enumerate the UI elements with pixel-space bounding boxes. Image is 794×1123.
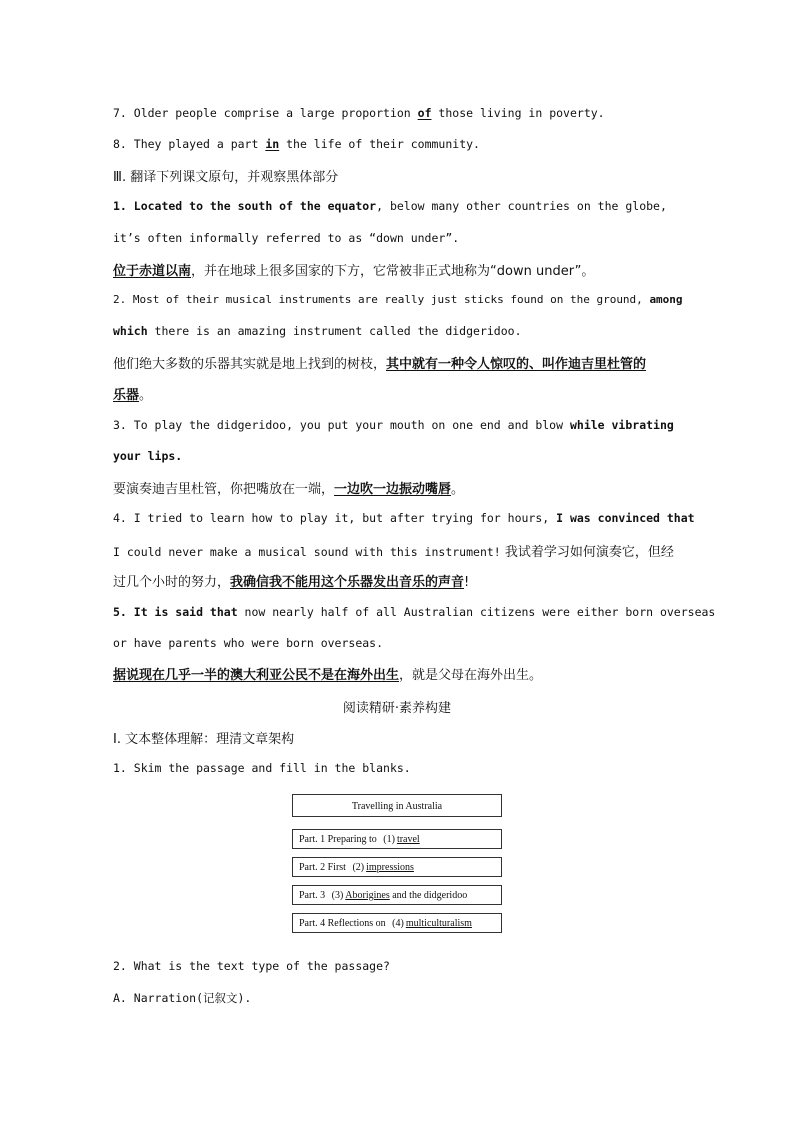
reading-subheading-1: Ⅰ. 文本整体理解：理清文章架构 bbox=[113, 732, 295, 747]
part-2-number: (2) bbox=[352, 862, 365, 873]
sentence-5-bold: 5. It is said that bbox=[113, 605, 238, 619]
sentence-2-translation-end: 。 bbox=[139, 388, 153, 403]
sentence-5-translation bbox=[113, 664, 683, 683]
sentence-1-translation-rest: ，并在地球上很多国家的下方，它常被非正式地称为“down under”。 bbox=[191, 264, 595, 279]
sentence-1-bold: 1. Located to the south of the equator bbox=[113, 199, 377, 213]
sentence-2-translation-line-1 bbox=[113, 353, 683, 372]
sentence-3-bold: while vibrating bbox=[569, 418, 674, 432]
sentence-2-translation-text: 他们绝大多数的乐器其实就是地上找到的树枝， bbox=[113, 357, 387, 372]
answer-2: A. Narration(记叙文). bbox=[113, 991, 252, 1005]
item-8 bbox=[113, 137, 683, 151]
sentence-4-bold: I was convinced that bbox=[556, 511, 695, 525]
sentence-4-translation-text: 过几个小时的努力， bbox=[113, 575, 231, 590]
question-2: 2. What is the text type of the passage? bbox=[113, 959, 390, 973]
sentence-5-line-2: or have parents who were born overseas. bbox=[113, 636, 384, 650]
sentence-4-text: 4. I tried to learn how to play it, but after trying for hours, bbox=[113, 511, 557, 525]
diagram-part-1 bbox=[292, 829, 502, 849]
part-4-answer: multiculturalism bbox=[405, 918, 472, 929]
sentence-2-translation-bold-2: 乐器 bbox=[113, 388, 140, 403]
sentence-1-rest: , below many other countries on the globe, bbox=[376, 199, 667, 213]
part-1-number: (1) bbox=[383, 834, 395, 845]
item-8-text: 8. They played a part bbox=[113, 137, 266, 151]
sentence-2-line-2 bbox=[113, 324, 683, 338]
sentence-3-line-1 bbox=[113, 418, 683, 432]
item-7-text: 7. Older people comprise a large proportion bbox=[113, 106, 418, 120]
sentence-3-translation-text: 要演奏迪吉里杜管，你把嘴放在一端， bbox=[113, 482, 335, 497]
sentence-4-text-2: I could never make a musical sound with this instrument! bbox=[113, 545, 501, 559]
sentence-5-translation-bold: 据说现在几乎一半的澳大利亚公民不是在海外出生 bbox=[113, 668, 400, 683]
sentence-1-line-2: it’s often informally referred to as “down under”. bbox=[113, 231, 460, 245]
item-7 bbox=[113, 106, 683, 120]
sentence-4-translation-line bbox=[113, 571, 683, 590]
item-8-text-end: the life of their community. bbox=[279, 137, 480, 151]
diagram-part-2 bbox=[292, 857, 502, 877]
question-1: 1. Skim the passage and fill in the blanks. bbox=[113, 761, 411, 775]
section-3-heading: Ⅲ. 翻译下列课文原句，并观察黑体部分 bbox=[113, 170, 339, 185]
sentence-3-translation-bold: 一边吹一边振动嘴唇 bbox=[334, 482, 452, 497]
sentence-2-translation-bold: 其中就有一种令人惊叹的、叫作迪吉里杜管的 bbox=[386, 357, 647, 372]
sentence-5-line-1 bbox=[113, 605, 716, 619]
sentence-2-text: 2. Most of their musical instruments are really just sticks found on the ground, bbox=[113, 293, 650, 306]
item-7-text-end: those living in poverty. bbox=[431, 106, 605, 120]
sentence-3-text: 3. To play the didgeridoo, you put your mouth on one end and blow bbox=[113, 418, 570, 432]
diagram-part-4 bbox=[292, 913, 502, 933]
sentence-3-line-2: your lips. bbox=[113, 449, 183, 463]
structure-diagram bbox=[292, 794, 504, 936]
sentence-2-bold-among: among bbox=[649, 293, 683, 306]
part-1-label: Part. 1 Preparing to bbox=[299, 834, 380, 845]
sentence-4-translation-end: ! bbox=[464, 575, 470, 590]
diagram-title-box: Travelling in Australia bbox=[292, 794, 502, 817]
part-3-label: Part. 3 bbox=[299, 890, 328, 901]
sentence-3-translation-end: 。 bbox=[451, 482, 465, 497]
part-3-suffix: and the didgeridoo bbox=[389, 890, 468, 901]
sentence-1-translation-bold: 位于赤道以南 bbox=[113, 264, 192, 279]
sentence-4-line-2 bbox=[113, 541, 683, 561]
sentence-4-line-1 bbox=[113, 511, 695, 525]
sentence-2-translation-line-2 bbox=[113, 384, 683, 403]
sentence-2-rest: there is an amazing instrument called the didgeridoo. bbox=[147, 324, 522, 338]
sentence-4-translation-bold: 我确信我不能用这个乐器发出音乐的声音 bbox=[230, 575, 465, 590]
part-3-number: (3) bbox=[331, 890, 344, 901]
part-2-label: Part. 2 First bbox=[299, 862, 349, 873]
part-2-answer: impressions bbox=[366, 862, 414, 873]
sentence-1-translation bbox=[113, 260, 683, 279]
reading-section-title: 阅读精研·素养构建 bbox=[342, 701, 452, 716]
sentence-2-line-1 bbox=[113, 293, 683, 306]
item-7-keyword: of bbox=[417, 106, 432, 120]
part-4-label: Part. 4 Reflections on bbox=[299, 918, 389, 929]
part-3-answer: Aborigines bbox=[345, 890, 390, 901]
sentence-3-translation bbox=[113, 478, 683, 497]
sentence-4-translation-start: 我试着学习如何演奏它，但经 bbox=[500, 545, 674, 560]
part-1-answer: travel bbox=[396, 834, 420, 845]
item-8-keyword: in bbox=[265, 137, 280, 151]
diagram-part-3 bbox=[292, 885, 502, 905]
sentence-1-line-1 bbox=[113, 199, 683, 213]
sentence-2-bold-which: which bbox=[113, 324, 148, 338]
sentence-5-rest: now nearly half of all Australian citizens were either born overseas bbox=[237, 605, 716, 619]
sentence-5-translation-rest: ，就是父母在海外出生。 bbox=[399, 668, 543, 683]
part-4-number: (4) bbox=[392, 918, 404, 929]
